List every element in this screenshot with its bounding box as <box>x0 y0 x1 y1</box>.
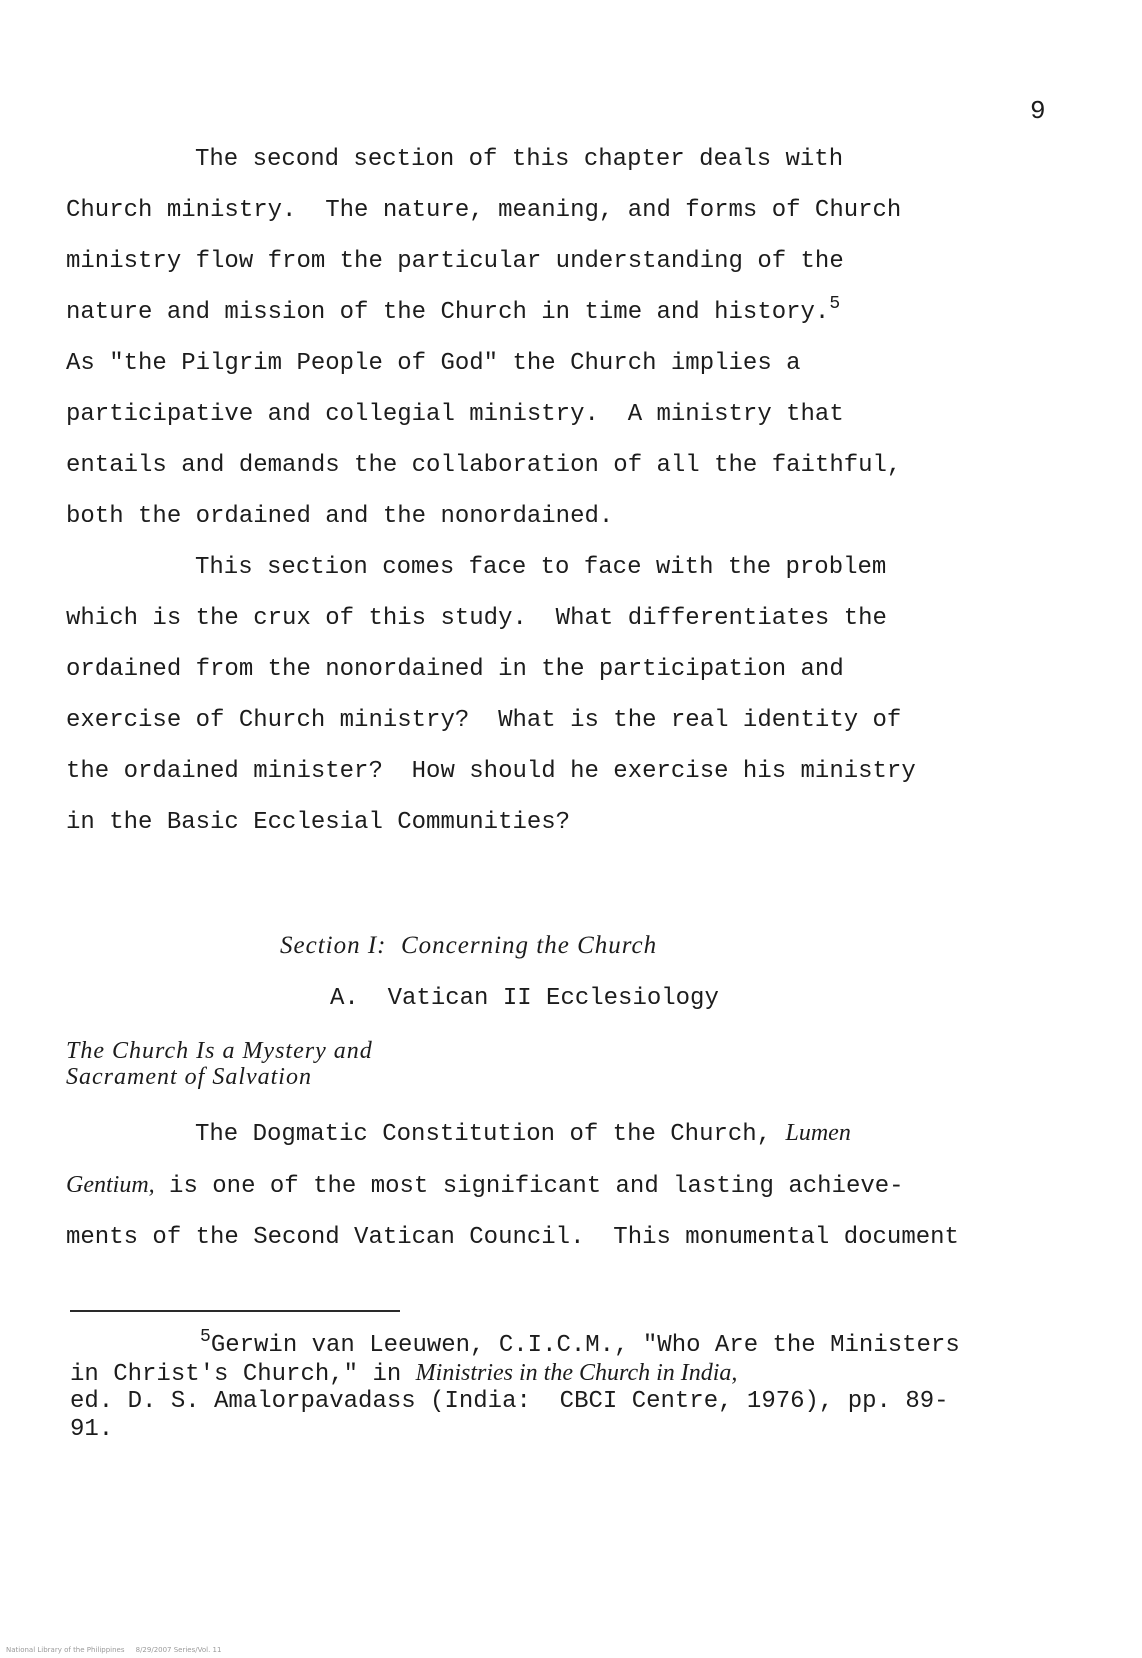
footnote-reference-5: 5 <box>829 294 841 314</box>
paragraph-2-line-6: in the Basic Ecclesial Communities? <box>66 809 571 836</box>
paragraph-1-line-8: both the ordained and the nonordained. <box>66 503 614 530</box>
paragraph-1-line-7: entails and demands the collaboration of all the faithful, <box>66 452 902 479</box>
paragraph-2-line-5: the ordained minister? How should he exercise his ministry <box>66 758 916 785</box>
paragraph-2-line-2: which is the crux of this study. What differentiates the <box>66 605 887 632</box>
subsection-heading: A. Vatican II Ecclesiology <box>330 985 719 1012</box>
paragraph-3-line-2 <box>66 1172 904 1200</box>
paragraph-2-line-3: ordained from the nonordained in the participation and <box>66 656 844 683</box>
paragraph-3-line-3: ments of the Second Vatican Council. This monumental document <box>66 1224 959 1251</box>
paragraph-1-line-2: Church ministry. The nature, meaning, and forms of Church <box>66 197 902 224</box>
section-heading: Section I: Concerning the Church <box>280 932 658 959</box>
paragraph-3-line-1-italic: Lumen <box>785 1120 851 1146</box>
scan-footer-mark: National Library of the Philippines 8/29/2007 Series/Vol. 11 <box>6 1646 222 1654</box>
footnote-line-1 <box>200 1327 960 1359</box>
paragraph-1-line-1: The second section of this chapter deals with <box>195 146 844 173</box>
paragraph-3-line-1-text: The Dogmatic Constitution of the Church, <box>195 1121 786 1148</box>
subheading-line-2: Sacrament of Salvation <box>66 1064 312 1090</box>
paragraph-1-line-5: As "the Pilgrim People of God" the Church implies a <box>66 350 801 377</box>
footnote-line-2 <box>70 1360 737 1388</box>
paragraph-2-line-4: exercise of Church ministry? What is the real identity of <box>66 707 902 734</box>
paragraph-3-line-1 <box>195 1120 851 1148</box>
page-number: 9 <box>1030 96 1046 126</box>
footnote-line-2-italic: Ministries in the Church in India, <box>415 1360 738 1386</box>
paragraph-1-line-4-text: nature and mission of the Church in time and history. <box>66 299 830 326</box>
footnote-line-1-text: Gerwin van Leeuwen, C.I.C.M., "Who Are the Ministers <box>210 1332 960 1359</box>
paragraph-1-line-3: ministry flow from the particular understanding of the <box>66 248 844 275</box>
footnote-line-4: 91. <box>70 1416 114 1443</box>
subheading-line-1: The Church Is a Mystery and <box>66 1038 373 1064</box>
paragraph-3-line-2-italic: Gentium, <box>66 1172 155 1198</box>
paragraph-1-line-4 <box>66 294 841 326</box>
paragraph-1-line-6: participative and collegial ministry. A ministry that <box>66 401 844 428</box>
footnote-line-2-text: in Christ's Church," in <box>70 1361 416 1388</box>
paragraph-3-line-2-text: is one of the most significant and lasting achieve- <box>154 1173 904 1200</box>
footnote-separator <box>70 1310 400 1312</box>
footnote-line-3: ed. D. S. Amalorpavadass (India: CBCI Centre, 1976), pp. 89- <box>70 1388 949 1415</box>
paragraph-2-line-1: This section comes face to face with the problem <box>195 554 887 581</box>
footnote-marker: 5 <box>200 1327 211 1347</box>
